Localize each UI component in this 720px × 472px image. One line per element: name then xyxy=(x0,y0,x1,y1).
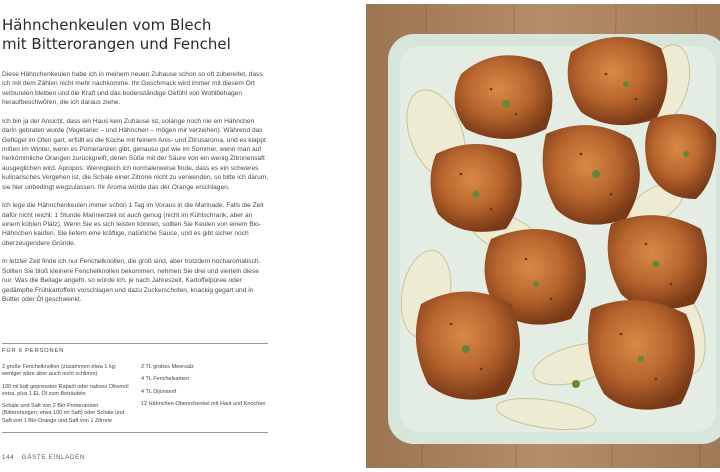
ingredient-item: 100 ml kalt gepresstes Rapsöl oder natives Olivenöl extra, plus 1 EL Öl zum Beträufeln xyxy=(2,383,129,397)
intro-paragraph: Ich bin ja der Ansicht, dass ein Haus kein Zuhause ist, solange noch nie ein Hähnchen darin gebraten wurde (Vegetarier – und Hähnchen – mögen mir verzeihen). Während das Geflügel im Ofen gart, erfüllt es die Küche mit feinem Anis- und Zitrusaroma, und es klappt mitten im Winter, wenn es Pomeranzen gibt, genauso gut wie im Sommer, wenn man auf herkömmliche Orangen zurückgreift, deren Süße mit der Säure von ein wenig Zitronensaft ausgeglichen wird. Apropos: Wenngleich ich normalerweise finde, dass es ein schweres kulinarisches Vergehen ist, die Schale einer Zitrone nicht zu verwenden, so bitte ich darum, sie hier unbedingt wegzulassen. Ihr Aroma würde das der Orange erschlagen. xyxy=(2,117,269,191)
ingredient-item: 4 TL Fenchelsamen xyxy=(141,376,190,383)
ingredient-item: 2 TL grobes Meersalz xyxy=(141,364,194,370)
ingredient-item: 12 Hähnchen-Oberschenkel mit Haut und Knochen xyxy=(141,400,266,407)
recipe-intro xyxy=(2,70,270,314)
intro-paragraph: Ich lege die Hähnchenkeulen immer schon 1 Tag im Voraus in die Marinade. Falls die Zeit dafür nicht reicht: 1 Stunde Marinierzeit ist auch genug (nicht im Kühlschrank, aber an einem kühlen Platz). Wenn Sie es sich leisten können, sollten Sie Keulen von einem Bio-Hähnchen kaufen. Sie liefern eine kräftige, natürliche Sauce, und es gibt sicher noch überzeugendere Gründe. xyxy=(2,202,264,247)
intro-paragraph: In letzter Zeit finde ich nur Fenchelknollen, die groß sind, aber trotzdem hocharomatisch. Sollten Sie bloß kleinere Fenchelknollen bekommen, nehmen Sie drei und vierteln diese nur. Was die Beilage angeht, so würde ich, je nach Jahreszeit, Kartoffelpüree oder gedämpfte Frühkartoffeln vorschlagen und dazu Zuckerschoten, knackig gegart und in Butter oder Öl geschwenkt. xyxy=(2,258,261,304)
ingredients-column-right xyxy=(141,364,266,413)
section-divider xyxy=(2,343,268,344)
section-name: GÄSTE EINLADEN xyxy=(21,455,86,461)
ingredient-item: Schale und Saft von 2 Bio-Pomeranzen (Bitterorangen; etwa 100 ml Saft) oder Schale und Saft von 1 Bio-Orange und Saft von 1 Zitrone xyxy=(2,403,125,424)
ingredient-item: 4 TL Dijonsenf xyxy=(141,388,177,395)
title-line-2: mit Bitterorangen und Fenchel xyxy=(2,35,231,53)
title-line-1: Hähnchenkeulen vom Blech xyxy=(2,16,212,34)
ingredients-column-left xyxy=(2,364,134,430)
page-number: 144 xyxy=(2,455,15,461)
chicken-platter-illustration xyxy=(366,4,720,468)
intro-paragraph: Diese Hähnchenkeulen habe ich in meinem neuen Zuhause schon so oft zubereitet, dass ich mit dem Zählen nicht mehr nachkomme. Ihr Geschmack wird immer mit diesem Ort verbunden bleiben und die Kraft und das bodenständige Gefühl von Wohlbehagen heraufbeschwören, die ich daraus ziehe. xyxy=(2,71,263,107)
servings-label: FÜR 6 PERSONEN xyxy=(2,348,65,354)
footer-divider xyxy=(2,432,268,433)
recipe-title xyxy=(2,16,302,54)
recipe-photo xyxy=(366,4,720,468)
ingredient-item: 2 große Fenchelknollen (zusammen etwa 1 kg; weniger wäre aber auch nicht schlimm) xyxy=(2,364,117,378)
page-footer xyxy=(2,455,85,461)
